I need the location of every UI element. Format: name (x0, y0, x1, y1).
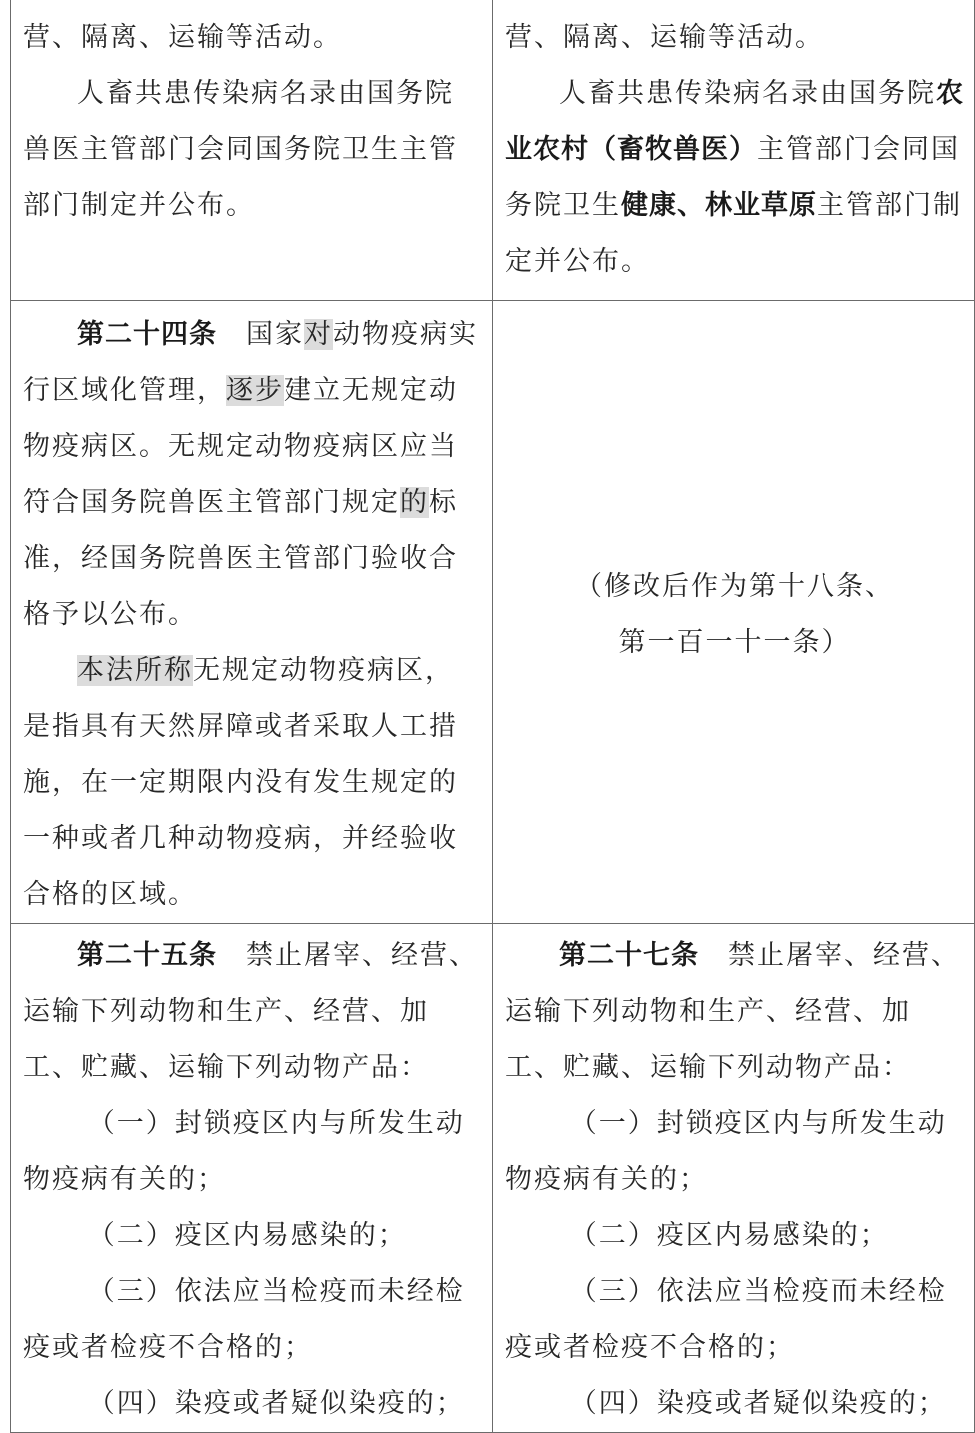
original-text-cell (11, 924, 493, 1433)
table-row (11, 0, 975, 301)
paragraph (23, 928, 482, 1096)
list-item: （二）疫区内易感染的； (569, 1220, 889, 1251)
revision-note: 第一百一十一条） (618, 627, 851, 658)
text-run: 人畜共患传染病名录由国务院 (559, 78, 936, 109)
highlighted-text: 本法所称 (77, 655, 193, 686)
text-run: 标准，经国务院兽医主管部门验收合格予以公布。 (23, 487, 458, 630)
list-item: （三）依法应当检疫而未经检疫或者检疫不合格的； (23, 1276, 465, 1363)
list-item: （一）封锁疫区内与所发生动物疫病有关的； (23, 1108, 465, 1195)
highlighted-text: 对 (304, 319, 333, 350)
revised-text-cell (493, 924, 975, 1433)
table-row (11, 301, 975, 924)
bold-change: 健康、林业草原 (621, 190, 817, 221)
text-run: 主管部门会同国务院卫生 (505, 134, 960, 221)
article-heading: 第二十七条 (559, 940, 699, 971)
original-text-cell (11, 0, 493, 301)
table-row (11, 924, 975, 1433)
paragraph: 人畜共患传染病名录由国务院兽医主管部门会同国务院卫生主管部门制定并公布。 (23, 78, 458, 221)
highlighted-text: 逐步 (226, 375, 284, 406)
paragraph (23, 307, 482, 643)
list-item: （三）依法应当检疫而未经检疫或者检疫不合格的； (505, 1276, 947, 1363)
article-heading: 第二十五条 (77, 940, 217, 971)
paragraph: 营、隔离、运输等活动。 (505, 22, 824, 53)
text-run: 国家 (217, 319, 304, 350)
revised-text-cell (493, 0, 975, 301)
text-run: 主管部门制定并公布。 (505, 190, 962, 277)
law-comparison-table (10, 0, 975, 1433)
highlighted-text: 的 (400, 487, 429, 518)
paragraph (505, 66, 964, 290)
text-run: 无规定动物疫病区，是指具有天然屏障或者采取人工措施，在一定期限内没有发生规定的一种或者几种动物疫病，并经验收合格的区域。 (23, 655, 458, 910)
article-heading: 第二十四条 (77, 319, 217, 350)
revised-text-cell (493, 301, 975, 924)
text-run: 建立无规定动物疫病区。无规定动物疫病区应当符合国务院兽医主管部门规定 (23, 375, 458, 518)
bold-change: 农业农村（畜牧兽医） (505, 78, 964, 165)
original-text-cell (11, 301, 493, 924)
text-run: 动物疫病实行区域化管理， (23, 319, 478, 406)
text-run: 禁止屠宰、经营、运输下列动物和生产、经营、加工、贮藏、运输下列动物产品： (505, 940, 960, 1083)
paragraph (505, 928, 964, 1096)
text-run: 禁止屠宰、经营、运输下列动物和生产、经营、加工、贮藏、运输下列动物产品： (23, 940, 478, 1083)
list-item: （二）疫区内易感染的； (87, 1220, 407, 1251)
paragraph: 营、隔离、运输等活动。 (23, 22, 342, 53)
list-item: （一）封锁疫区内与所发生动物疫病有关的； (505, 1108, 947, 1195)
list-item: （四）染疫或者疑似染疫的； (87, 1388, 465, 1419)
list-item: （四）染疫或者疑似染疫的； (569, 1388, 947, 1419)
paragraph (23, 643, 482, 923)
revision-note: （修改后作为第十八条、 (575, 571, 894, 602)
